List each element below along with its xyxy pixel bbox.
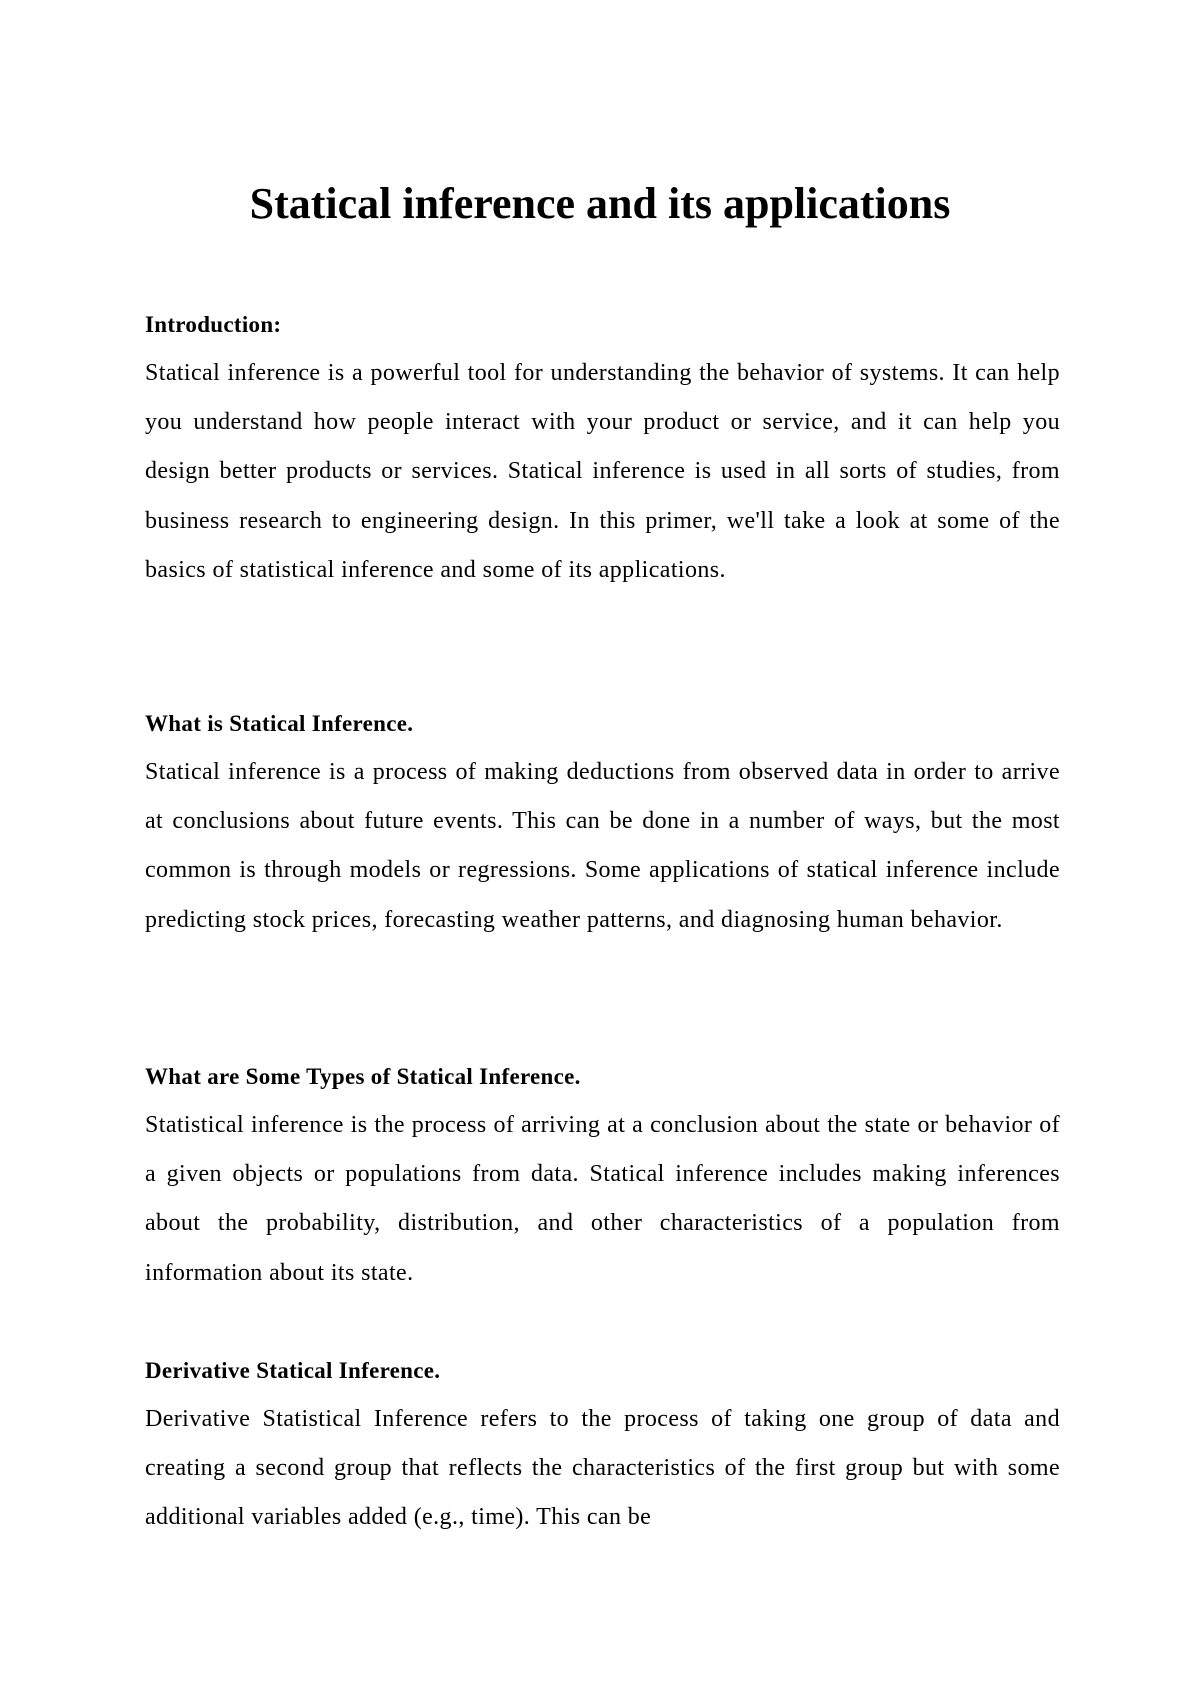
section-paragraph: Statical inference is a powerful tool for understanding the behavior of systems. It can help you understand how people interact with your product or service, and it can help you design better products or services. Statical inference is used in all sorts of studies, from business research to engineering design. In this primer, we'll take a look at some of the basics of statistical inference and some of its applications.	[145, 360, 1060, 583]
section-paragraph: Statical inference is a process of making deductions from observed data in order to arrive at conclusions about future events. This can be done in a number of ways, but the most common is through models or regressions. Some applications of statical inference include predicting stock prices, forecasting weather patterns, and diagnosing human behavior.	[145, 759, 1060, 933]
section-heading: Derivative Statical Inference.	[145, 1358, 441, 1383]
section-heading: What is Statical Inference.	[145, 711, 414, 736]
section-introduction	[145, 300, 1060, 595]
section-what-is-statical-inference	[145, 699, 1060, 945]
section-heading: What are Some Types of Statical Inference.	[145, 1064, 581, 1089]
section-paragraph: Derivative Statistical Inference refers to the process of taking one group of data and creating a second group that reflects the characteristics of the first group but with some additional variables added (e.g., time). This can be	[145, 1406, 1060, 1531]
section-paragraph: Statistical inference is the process of arriving at a conclusion about the state or behavior of a given objects or populations from data. Statical inference includes making inferences about the probability, distribution, and other characteristics of a population from information about its state.	[145, 1112, 1060, 1286]
section-types-of-statical-inference	[145, 1052, 1060, 1298]
document-title: Statical inference and its applications	[249, 179, 951, 228]
section-heading: Introduction:	[145, 312, 282, 337]
section-derivative-statical-inference	[145, 1346, 1060, 1543]
